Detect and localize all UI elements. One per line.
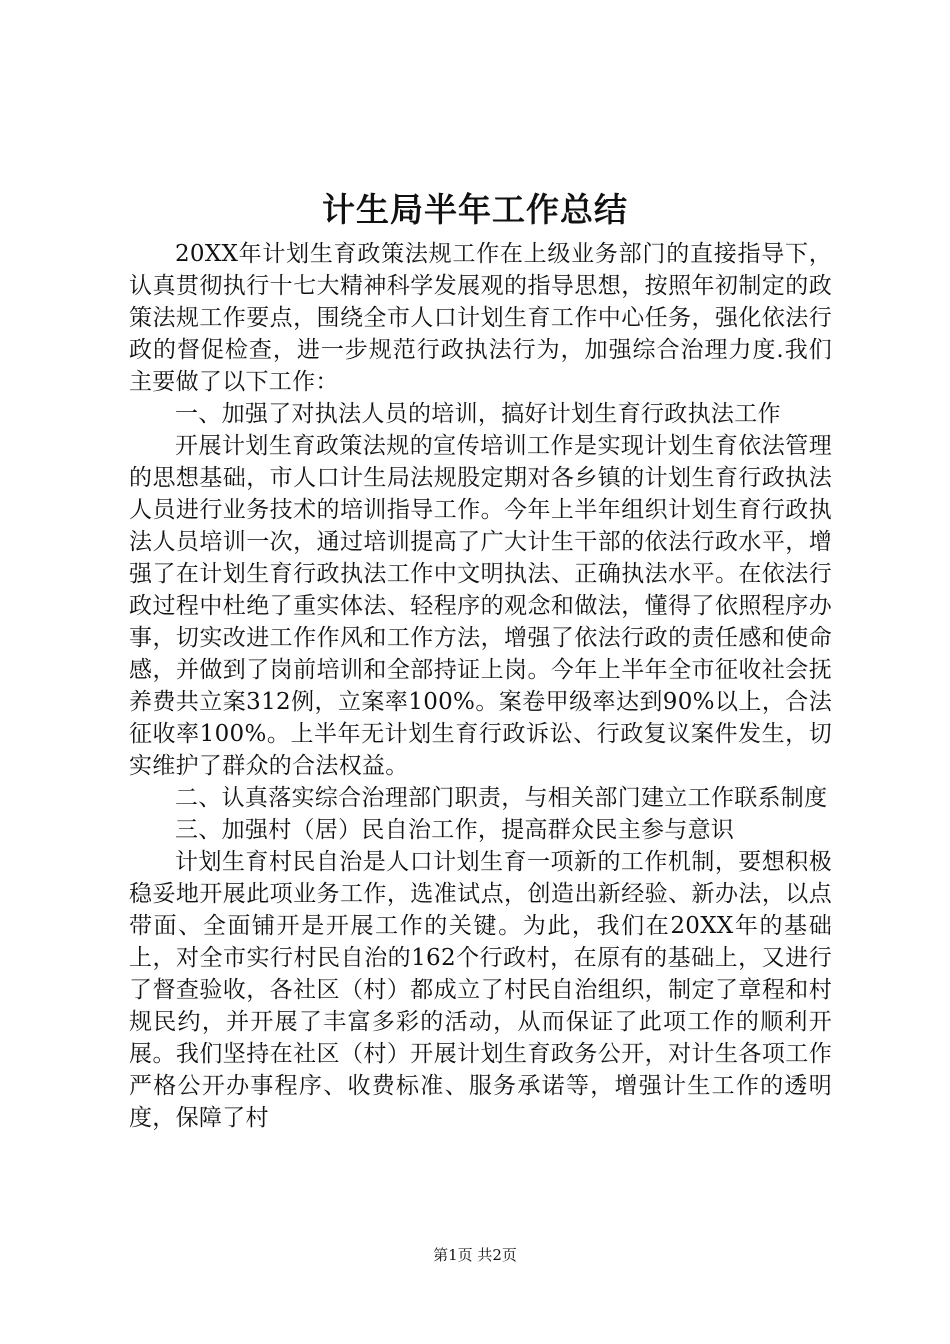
page-footer: 第1页 共2页 <box>433 1246 517 1264</box>
paragraph-training: 开展计划生育政策法规的宣传培训工作是实现计划生育依法管理的思想基础，市人口计生局法规股定期对各乡镇的计划生育行政执法人员进行业务技术的培训指导工作。今年上半年组织计划生育行政执法人员培训一次，通过培训提高了广大计生干部的依法行政水平，增强了在计划生育行政执法工作中文明执法、正确执法水平。在依法行政过程中杜绝了重实体法、轻程序的观念和做法，懂得了依照程序办事，切实改进工作作风和工作方法，增强了依法行政的责任感和使命感，并做到了岗前培训和全部持证上岗。今年上半年全市征收社会抚养费共立案312例，立案率100%。案卷甲级率达到90%以上，合法征收率100%。上半年无计划生育行政诉讼、行政复议案件发生，切实维护了群众的合法权益。 <box>129 433 832 779</box>
paragraph-village-autonomy: 计划生育村民自治是人口计划生育一项新的工作机制，要想积极稳妥地开展此项业务工作，选准试点，创造出新经验、新办法，以点带面、全面铺开是开展工作的关键。为此，我们在20XX年的基础上，对全市实行村民自治的162个行政村，在原有的基础上，又进行了督查验收，各社区（村）都成立了村民自治组织，制定了章程和村规民约，并开展了丰富多彩的活动，从而保证了此项工作的顺利开展。我们坚持在社区（村）开展计划生育政务公开，对计生各项工作严格公开办事程序、收费标准、服务承诺等，增强计生工作的透明度，保障了村 <box>129 849 832 1131</box>
paragraph-intro: 20XX年计划生育政策法规工作在上级业务部门的直接指导下，认真贯彻执行十七大精神科学发展观的指导思想，按照年初制定的政策法规工作要点，围绕全市人口计划生育工作中心任务，强化依法行政的督促检查，进一步规范行政执法行为，加强综合治理力度.我们主要做了以下工作： <box>129 241 832 395</box>
section-heading-3: 三、加强村（居）民自治工作，提高群众民主参与意识 <box>175 817 735 843</box>
document-title: 计生局半年工作总结 <box>322 190 628 229</box>
section-heading-2: 二、认真落实综合治理部门职责，与相关部门建立工作联系制度 <box>175 785 828 811</box>
section-heading-1: 一、加强了对执法人员的培训，搞好计划生育行政执法工作 <box>175 401 781 427</box>
document-body <box>129 238 832 1134</box>
